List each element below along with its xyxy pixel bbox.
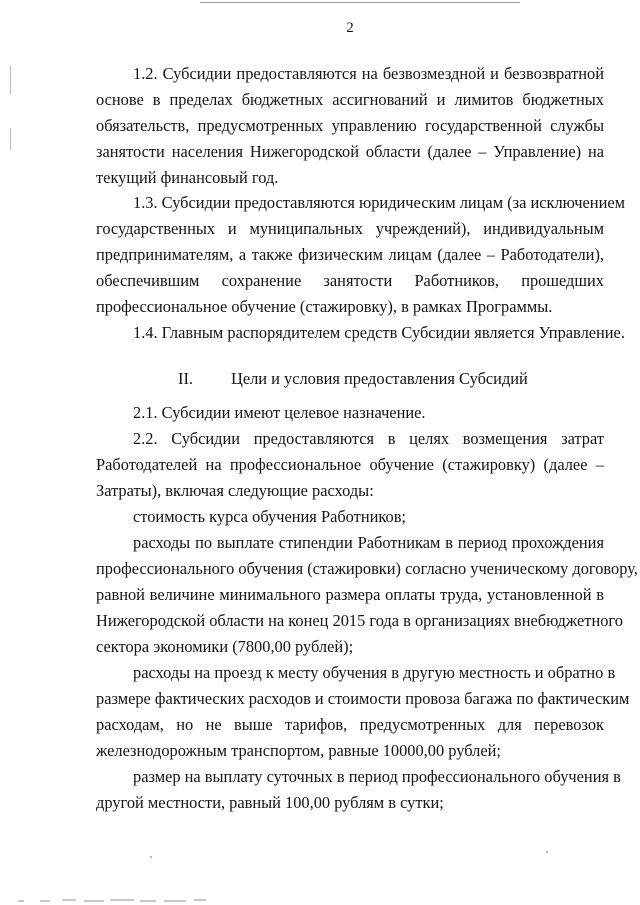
paragraph-1-2-line: основе в пределах бюджетных ассигнований и лимитов бюджетных [96, 90, 604, 109]
scan-bottom-artifacts [0, 896, 640, 905]
paragraph-1-3-line: обеспечившим сохранение занятости Работников, прошедших [96, 271, 604, 290]
list-item-stipend-line: расходы по выплате стипендии Работникам в период прохождения [133, 533, 604, 552]
list-item-stipend-line: профессионального обучения (стажировки) согласно ученическому договору, [96, 559, 638, 578]
scan-speck [546, 851, 548, 853]
list-item-per-diem-line: размер на выплату суточных в период профессионального обучения в [133, 767, 621, 786]
scan-speck [150, 856, 152, 858]
paragraph-2-2-line: Работодателей на профессиональное обучение (стажировку) (далее – [96, 455, 604, 474]
paragraph-1-2-line: занятости населения Нижегородской области (далее – Управление) на [96, 142, 604, 161]
list-item-travel-line: расходам, но не выше тарифов, предусмотренных для перевозок [96, 715, 604, 734]
paragraph-1-2-line: текущий финансовый год. [96, 168, 279, 187]
list-item-travel-line: расходы на проезд к месту обучения в другую местность и обратно в [133, 663, 616, 682]
section-heading [178, 369, 528, 389]
page-number: 2 [346, 20, 354, 36]
list-item-stipend-line: равной величине минимального размера оплаты труда, установленной в [96, 585, 604, 604]
list-item-course-cost: стоимость курса обучения Работников; [133, 507, 406, 526]
paragraph-1-3-line: 1.3. Субсидии предоставляются юридическим лицам (за исключением [133, 193, 625, 212]
paragraph-1-4: 1.4. Главным распорядителем средств Субсидии является Управление. [133, 323, 625, 342]
paragraph-2-2-line: Затраты), включая следующие расходы: [96, 481, 374, 500]
list-item-stipend-line: сектора экономики (7800,00 рублей); [96, 637, 354, 656]
scan-edge-mark [10, 65, 11, 95]
section-number: II. [178, 369, 194, 388]
paragraph-2-2-line: 2.2. Субсидии предоставляются в целях возмещения затрат [133, 429, 604, 448]
list-item-per-diem-line: другой местности, равный 100,00 рублям в сутки; [96, 793, 444, 812]
paragraph-1-3-line: предпринимателям, а также физическим лицам (далее – Работодатели), [96, 245, 604, 264]
scan-edge-mark [10, 128, 11, 150]
paragraph-1-3-line: профессиональное обучение (стажировку), в рамках Программы. [96, 297, 553, 316]
paragraph-1-3-line: государственных и муниципальных учреждений), индивидуальным [96, 219, 604, 238]
paragraph-1-2-line: обязательств, предусмотренных управлению государственной службы [96, 116, 604, 135]
paragraph-2-1: 2.1. Субсидии имеют целевое назначение. [133, 403, 426, 422]
section-title: Цели и условия предоставления Субсидий [231, 369, 528, 388]
list-item-travel-line: железнодорожным транспортом, равные 10000,00 рублей; [96, 741, 501, 760]
list-item-stipend-line: Нижегородской области на конец 2015 года в организациях внебюджетного [96, 611, 623, 630]
scan-top-border [200, 2, 520, 3]
paragraph-1-2-line: 1.2. Субсидии предоставляются на безвозмездной и безвозвратной [133, 64, 604, 83]
list-item-travel-line: размере фактических расходов и стоимости провоза багажа по фактическим [96, 689, 630, 708]
